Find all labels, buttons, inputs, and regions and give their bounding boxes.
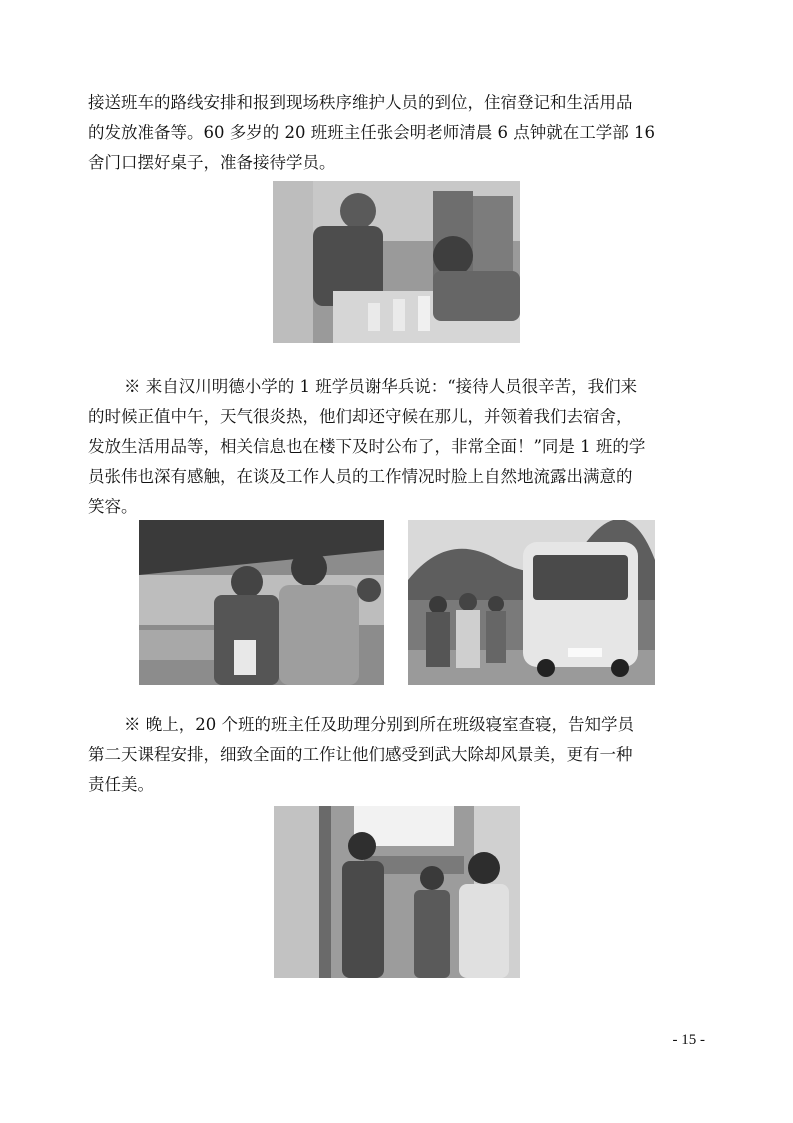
text-line: 的发放准备等。60 多岁的 20 班班主任张会明老师清晨 6 点钟就在工学部 16	[88, 123, 655, 142]
shuttle-bus-photo	[408, 520, 655, 685]
registration-desk-photo	[273, 181, 520, 343]
text-line: 笑容。	[88, 497, 138, 516]
text-line: 第二天课程安排，细致全面的工作让他们感受到武大除却风景美，更有一种	[88, 745, 633, 764]
paragraph-2	[88, 372, 708, 522]
dormitory-check-photo	[274, 806, 520, 978]
text-line: 责任美。	[88, 775, 154, 794]
text-line: ※ 来自汉川明德小学的 1 班学员谢华兵说：“接待人员很辛苦，我们来	[124, 377, 638, 396]
text-line: 发放生活用品等，相关信息也在楼下及时公布了，非常全面！”同是 1 班的学	[88, 437, 646, 456]
text-line: 的时候正值中午，天气很炎热，他们却还守候在那儿，并领着我们去宿舍，	[88, 407, 633, 426]
staff-guiding-photo	[139, 520, 384, 685]
paragraph-3	[88, 710, 708, 800]
text-line: 接送班车的路线安排和报到现场秩序维护人员的到位，住宿登记和生活用品	[88, 93, 633, 112]
text-line: 员张伟也深有感触，在谈及工作人员的工作情况时脸上自然地流露出满意的	[88, 467, 633, 486]
text-line: ※ 晚上，20 个班的班主任及助理分别到所在班级寝室查寝，告知学员	[124, 715, 634, 734]
text-line: 舍门口摆好桌子，准备接待学员。	[88, 153, 336, 172]
paragraph-1	[88, 88, 708, 178]
page-number: - 15 -	[672, 1032, 705, 1048]
